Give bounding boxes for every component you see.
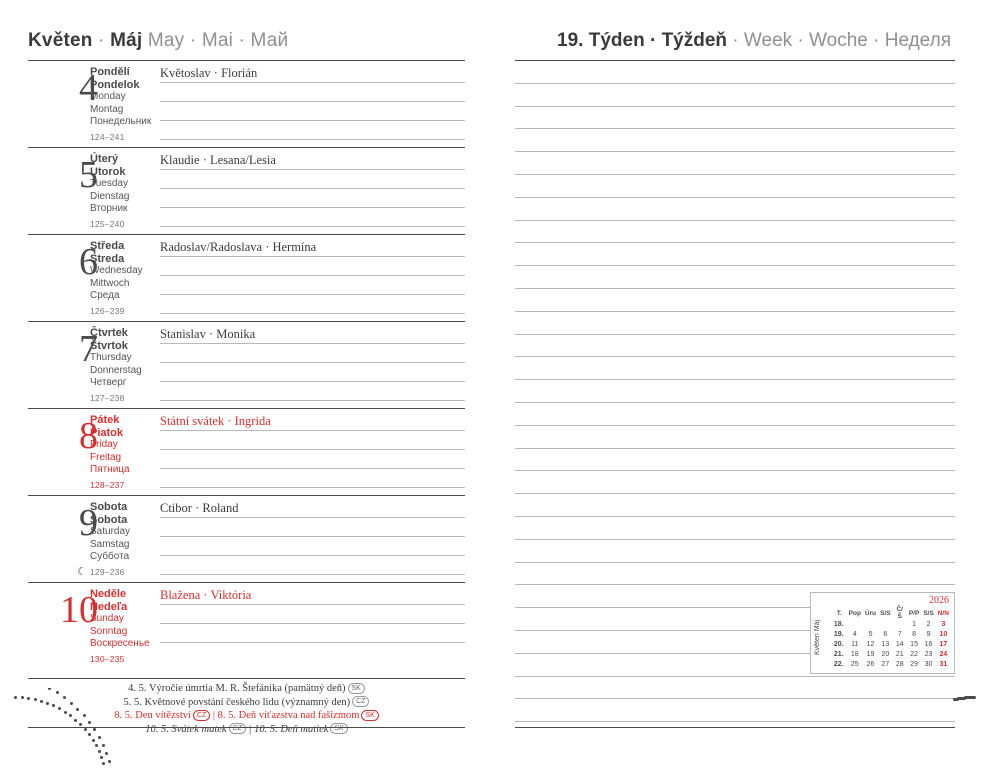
day-name-ru: Среда: [90, 290, 120, 301]
note-line[interactable]: [515, 494, 955, 517]
note-line[interactable]: [515, 175, 955, 198]
mini-week-number: 19.: [833, 631, 844, 638]
day-code: 124–241: [90, 132, 125, 142]
holiday-text: 10. 5. Svátek matek: [145, 723, 227, 735]
decorative-dot: [83, 714, 86, 717]
holiday-text-2: 8. 5. Deň víťazstva nad fašizmom: [217, 710, 360, 721]
mini-week-number: 22.: [833, 661, 844, 668]
corner-dots-left: [0, 688, 140, 768]
week-label-en: Week: [743, 30, 793, 51]
mini-day-cell: 30: [924, 661, 933, 668]
mini-col-week: T.: [836, 609, 842, 617]
note-line[interactable]: [515, 198, 955, 221]
note-line[interactable]: [515, 403, 955, 426]
writing-lines[interactable]: [160, 322, 465, 408]
decorative-dot: [27, 697, 30, 700]
decorative-dot: [48, 688, 51, 690]
day-name-en: Thursday: [90, 352, 132, 363]
decorative-dot: [74, 719, 77, 722]
country-tag: CZ: [229, 723, 246, 734]
day-name-sk: Pondelok: [90, 78, 140, 91]
note-line[interactable]: [515, 289, 955, 312]
note-line[interactable]: [515, 471, 955, 494]
day-name-en: Wednesday: [90, 265, 143, 276]
writing-lines[interactable]: [160, 61, 465, 147]
day-name-sk: Streda: [90, 252, 125, 265]
decorative-dot: [40, 700, 43, 703]
day-row: [28, 495, 465, 582]
day-row: [28, 408, 465, 495]
day-names: [90, 501, 160, 564]
mini-day-cell: 31: [939, 661, 948, 668]
day-names: [90, 66, 160, 129]
decorative-dot: [58, 707, 61, 710]
decorative-dot: [88, 733, 91, 736]
mini-calendar-row: [832, 620, 951, 630]
day-name-ru: Воскресенье: [90, 638, 150, 649]
country-tag: CZ: [193, 710, 210, 721]
mini-day-cell: 17: [939, 641, 948, 648]
day-nameday: Ctibor · Roland: [160, 501, 239, 515]
day-name-cz: Čtvrtek: [90, 327, 128, 339]
day-row: [28, 234, 465, 321]
corner-dots-right: [847, 688, 987, 768]
note-line[interactable]: [515, 380, 955, 403]
left-page: [0, 0, 493, 768]
day-row: [28, 60, 465, 147]
day-name-ru: Понедельник: [90, 116, 152, 127]
day-row: [28, 321, 465, 408]
day-name-cz: Pátek: [90, 414, 120, 426]
day-code: 126–239: [90, 306, 125, 316]
decorative-dot: [105, 752, 108, 755]
day-name-ru: Четверг: [90, 377, 127, 388]
note-line[interactable]: [515, 221, 955, 244]
country-tag-2: SK: [330, 723, 347, 734]
day-rows: [28, 60, 465, 669]
mini-week-number: 20.: [833, 641, 844, 648]
day-number: 4: [79, 67, 98, 109]
mini-day-cell: 19: [866, 651, 875, 658]
holiday-separator: |: [212, 710, 218, 721]
note-line[interactable]: [515, 540, 955, 563]
day-nameday: Květoslav · Florián: [160, 66, 258, 80]
mini-day-cell: 22: [910, 651, 918, 658]
note-line[interactable]: [515, 266, 955, 289]
holiday-text: 5. 5. Květnové povstání českého lidu (významný den): [123, 696, 351, 708]
decorative-dot: [92, 739, 95, 742]
day-code: 127–238: [90, 393, 125, 403]
note-line[interactable]: [515, 60, 955, 84]
decorative-dot: [973, 696, 976, 699]
decorative-dot: [93, 728, 96, 731]
mini-day-cell: 18: [850, 651, 859, 658]
week-number: 19.: [557, 30, 584, 51]
decorative-dot: [56, 691, 59, 694]
writing-lines[interactable]: [160, 409, 465, 495]
mini-col-mon: Pop: [848, 609, 861, 617]
decorative-dot: [76, 708, 79, 711]
mini-col-sat: S/S: [923, 609, 934, 617]
day-name-de: Samstag: [90, 538, 130, 550]
writing-lines[interactable]: [160, 583, 465, 669]
note-line[interactable]: [515, 243, 955, 266]
right-footer-rule: [515, 727, 955, 728]
day-name-en: Saturday: [90, 526, 131, 537]
holiday-text-2: 10. 5. Deň matiek: [254, 723, 329, 735]
mini-day-cell: 26: [866, 661, 875, 668]
mini-calendar-row: [832, 630, 951, 640]
day-name-de: Dienstag: [90, 190, 130, 202]
mini-col-thu: Č/Š: [896, 606, 903, 620]
note-line[interactable]: [515, 335, 955, 358]
mini-day-cell: 12: [866, 641, 875, 648]
writing-lines[interactable]: [160, 496, 465, 582]
note-line[interactable]: [515, 152, 955, 175]
day-name-cz: Pondělí: [90, 66, 130, 78]
day-code: 130–235: [90, 654, 125, 664]
decorative-dot: [79, 723, 82, 726]
day-names: [90, 153, 160, 216]
week-label-sk: Týždeň: [661, 30, 728, 51]
week-header: 19. Týden · Týždeň · Week · Woche · Неделя: [557, 30, 951, 51]
mini-calendar-row: [832, 650, 951, 660]
day-name-de: Sonntag: [90, 625, 128, 637]
day-name-sk: Štvrtok: [90, 339, 128, 352]
mini-day-cell: [893, 620, 907, 630]
mini-day-cell: [863, 620, 878, 630]
mini-month-cz: Květen: [814, 632, 821, 655]
note-line[interactable]: [515, 517, 955, 540]
mini-day-cell: 25: [850, 661, 859, 668]
mini-day-cell: 6: [883, 631, 888, 638]
holiday-text: 4. 5. Výročie úmrtia M. R. Štefánika (pamätný deň): [128, 683, 346, 694]
day-name-cz: Sobota: [90, 501, 128, 513]
holiday-text: 8. 5. Den vítězství: [114, 710, 191, 721]
day-code: 128–237: [90, 480, 125, 490]
moon-phase-icon: ☾: [77, 566, 87, 578]
writing-lines[interactable]: [160, 148, 465, 234]
writing-lines[interactable]: [160, 235, 465, 321]
mini-calendar-year: 2026: [929, 595, 949, 606]
day-nameday: Blažena · Viktória: [160, 588, 252, 602]
note-line[interactable]: [515, 449, 955, 472]
mini-col-fri: P/P: [908, 609, 920, 617]
week-label-de: Woche: [809, 30, 868, 51]
note-line[interactable]: [515, 84, 955, 107]
mini-day-cell: 3: [941, 621, 946, 628]
day-name-en: Monday: [90, 91, 126, 102]
mini-calendar: [810, 592, 955, 674]
day-nameday: Státní svátek · Ingrida: [160, 414, 271, 428]
note-line[interactable]: [515, 129, 955, 152]
decorative-dot: [98, 736, 101, 739]
mini-day-cell: [878, 620, 892, 630]
decorative-dot: [102, 762, 105, 765]
day-name-sk: Piatok: [90, 426, 124, 439]
day-number: 9: [79, 502, 98, 544]
day-name-ru: Пятница: [90, 464, 130, 475]
day-name-ru: Вторник: [90, 203, 128, 214]
mini-day-cell: 2: [926, 621, 931, 628]
day-name-de: Mittwoch: [90, 277, 130, 289]
decorative-dot: [21, 696, 24, 699]
month-label-cz: Květen: [28, 30, 93, 51]
mini-col-wed: S/S: [880, 609, 891, 617]
mini-week-number: 18.: [833, 621, 844, 628]
day-code: 125–240: [90, 219, 125, 229]
mini-calendar-header-row: [832, 606, 951, 620]
mini-day-cell: 21: [895, 651, 904, 658]
decorative-dot: [34, 698, 37, 701]
note-line[interactable]: [515, 563, 955, 586]
day-number: 5: [79, 154, 98, 196]
day-name-en: Sunday: [90, 613, 124, 624]
decorative-dot: [98, 750, 101, 753]
day-name-sk: Sobota: [90, 513, 128, 526]
day-nameday: Klaudie · Lesana/Lesia: [160, 153, 276, 167]
day-name-en: Tuesday: [90, 178, 128, 189]
month-label-de: Mai: [201, 30, 234, 51]
note-line[interactable]: [515, 426, 955, 449]
mini-day-cell: 27: [881, 661, 890, 668]
mini-day-cell: 29: [910, 661, 918, 668]
decorative-dot: [46, 702, 49, 705]
mini-month-sk: Máj: [814, 619, 821, 631]
mini-day-cell: 24: [939, 651, 948, 658]
decorative-dot: [84, 728, 87, 731]
mini-day-cell: 5: [868, 631, 873, 638]
day-name-cz: Středa: [90, 240, 125, 252]
day-number: 6: [79, 241, 98, 283]
month-label-en: May: [147, 30, 185, 51]
mini-day-cell: 8: [912, 631, 917, 638]
day-nameday: Radoslav/Radoslava · Hermína: [160, 240, 317, 254]
mini-day-cell: 15: [910, 641, 918, 648]
day-number: 8: [79, 415, 98, 457]
day-row: [28, 147, 465, 234]
decorative-dot: [88, 721, 91, 724]
country-tag: CZ: [352, 696, 369, 707]
day-names: [90, 327, 160, 390]
week-label-ru: Неделя: [884, 30, 951, 51]
day-name-de: Montag: [90, 103, 124, 115]
decorative-dot: [52, 704, 55, 707]
decorative-dot: [108, 760, 111, 763]
decorative-dot: [70, 702, 73, 705]
mini-day-cell: 28: [895, 661, 904, 668]
day-name-cz: Neděle: [90, 588, 127, 600]
mini-day-cell: 11: [851, 641, 859, 648]
mini-day-cell: 16: [924, 641, 933, 648]
day-number: 7: [79, 328, 98, 370]
day-names: [90, 588, 160, 651]
day-nameday: Stanislav · Monika: [160, 327, 256, 341]
note-line[interactable]: [515, 312, 955, 335]
mini-day-cell: 10: [939, 631, 948, 638]
mini-calendar-month: [814, 606, 832, 670]
day-name-de: Donnerstag: [90, 364, 142, 376]
decorative-dot: [102, 744, 105, 747]
country-tag-2: SK: [361, 710, 378, 721]
day-name-en: Friday: [90, 439, 118, 450]
day-name-cz: Úterý: [90, 153, 119, 165]
mini-calendar-row: [832, 660, 951, 670]
mini-week-number: 21.: [833, 651, 844, 658]
decorative-dot: [95, 744, 98, 747]
mini-day-cell: [847, 620, 863, 630]
week-label-cz: Týden: [588, 30, 645, 51]
month-label-sk: Máj: [110, 30, 143, 51]
day-row: [28, 582, 465, 669]
note-line[interactable]: [515, 107, 955, 130]
mini-col-tue: Úru: [864, 609, 877, 617]
mini-day-cell: 13: [881, 641, 890, 648]
decorative-dot: [69, 714, 72, 717]
day-number: 10: [60, 589, 98, 631]
mini-day-cell: 20: [881, 651, 890, 658]
day-code: 129–236: [90, 567, 125, 577]
mini-day-cell: 14: [895, 641, 904, 648]
day-names: [90, 414, 160, 477]
decorative-dot: [100, 756, 103, 759]
day-name-ru: Суббота: [90, 551, 130, 562]
decorative-dot: [14, 696, 17, 699]
day-names: [90, 240, 160, 303]
country-tag: SK: [348, 683, 365, 694]
holiday-separator: |: [248, 723, 255, 735]
note-line[interactable]: [515, 357, 955, 380]
day-name-de: Freitag: [90, 451, 122, 463]
day-name-sk: Utorok: [90, 165, 126, 178]
month-header: Květen · Máj May · Mai · Май: [28, 30, 289, 51]
mini-calendar-table: [832, 606, 951, 670]
mini-col-sun: N/N: [937, 609, 949, 617]
mini-calendar-row: [832, 640, 951, 650]
month-label-ru: Май: [250, 30, 289, 51]
mini-day-cell: 7: [897, 631, 902, 638]
decorative-dot: [64, 711, 67, 714]
mini-day-cell: 1: [912, 621, 917, 628]
decorative-dot: [63, 696, 66, 699]
day-name-sk: Nedeľa: [90, 600, 128, 613]
mini-day-cell: 23: [924, 651, 933, 658]
mini-day-cell: 4: [852, 631, 857, 638]
mini-day-cell: 9: [926, 631, 931, 638]
